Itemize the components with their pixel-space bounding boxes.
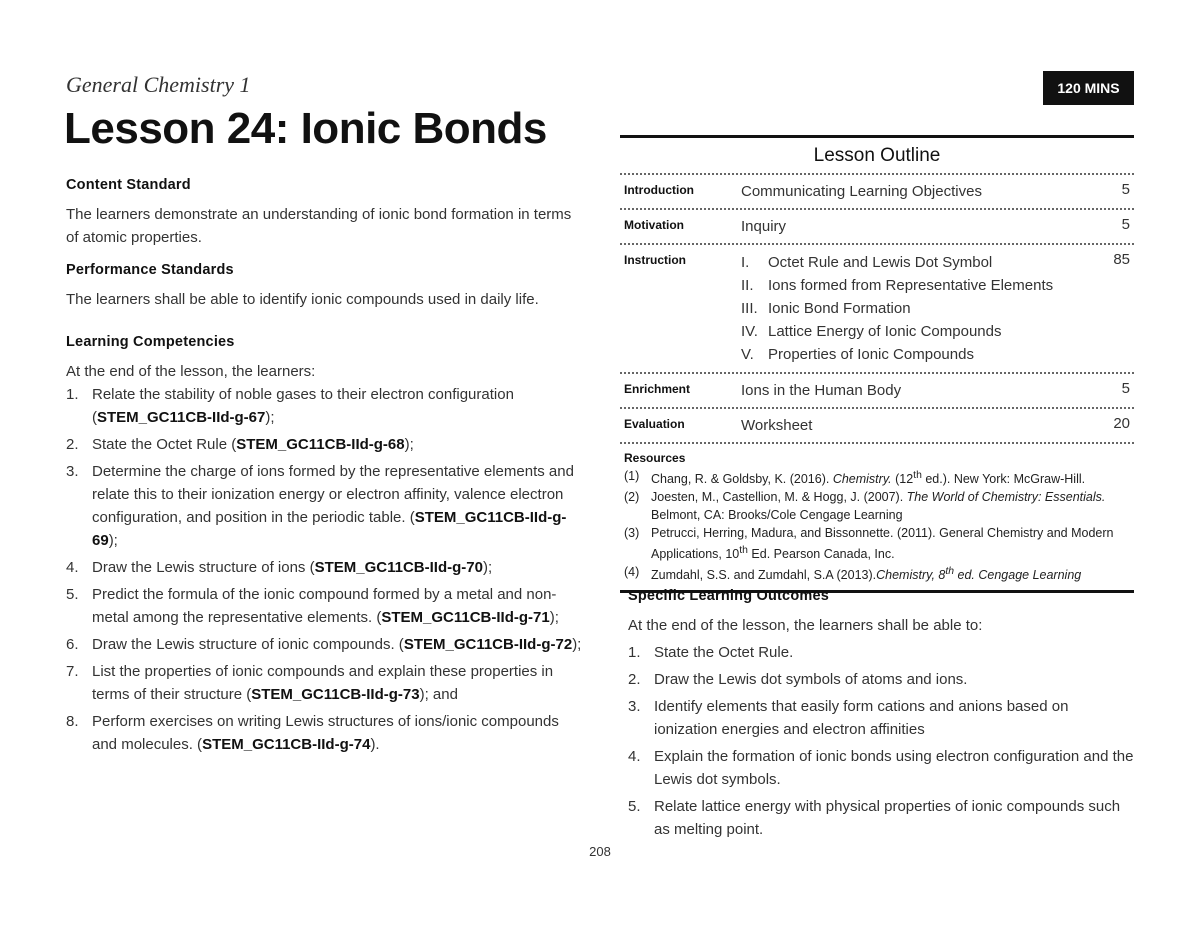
competencies-list (66, 383, 586, 756)
ref-text: Zumdahl, S.S. and Zumdahl, S.A (2013). (651, 568, 877, 583)
item-number: I. (741, 254, 750, 271)
ref-text: Belmont, CA: Brooks/Cole Cengage Learning (651, 508, 903, 523)
resources-section (620, 442, 1134, 588)
item-text: Relate lattice energy with physical properties of ionic compounds such as melting point. (654, 798, 1121, 838)
list-item (66, 710, 586, 756)
row-description: Ions in the Human Body (741, 382, 902, 399)
resources-label: Resources (624, 451, 686, 465)
outline-row-instruction (620, 243, 1134, 372)
list-item (628, 745, 1134, 791)
outline-row-enrichment (620, 372, 1134, 407)
item-text: State the Octet Rule ( (92, 436, 237, 453)
row-label: Evaluation (624, 417, 685, 431)
outline-row-introduction (620, 173, 1134, 208)
item-text-after: ); (108, 532, 118, 549)
item-number: (2) (624, 490, 640, 505)
competency-code: STEM_GC11CB-IId-g-73 (251, 686, 420, 703)
item-text: Determine the charge of ions formed by the representative elements and relate this to their ionization energy or electron affinity, valence electron configuration, and position in the periodic table. ( (92, 463, 574, 526)
ref-title: Chemistry. (832, 472, 892, 487)
duration-badge: 120 MINS (1043, 71, 1134, 105)
ref-title: Chemistry, 8 (876, 568, 946, 583)
item-text-after: ); and (419, 686, 458, 703)
specific-outcomes-intro: At the end of the lesson, the learners shall be able to: (628, 617, 983, 634)
instruction-list (741, 251, 1130, 366)
row-minutes: 85 (1113, 251, 1130, 268)
row-minutes: 5 (1121, 380, 1130, 397)
item-text-after: ); (549, 609, 559, 626)
ref-text: Chang, R. & Goldsby, K. (2016). (651, 472, 833, 487)
list-item (66, 633, 586, 656)
item-number: V. (741, 346, 754, 363)
list-item (741, 320, 1130, 343)
row-description: Inquiry (741, 218, 787, 235)
list-item (628, 795, 1134, 841)
list-item (628, 695, 1134, 741)
list-item (624, 488, 1130, 524)
competency-code: STEM_GC11CB-IId-g-72 (403, 636, 573, 653)
competency-code: STEM_GC11CB-IId-g-70 (314, 559, 483, 576)
item-text: State the Octet Rule. (654, 644, 794, 661)
row-minutes: 5 (1121, 181, 1130, 198)
item-text: Perform exercises on writing Lewis structures of ions/ionic compounds and molecules. ( (92, 713, 559, 753)
outline-title: Lesson Outline (813, 145, 941, 166)
ref-sup: th (945, 566, 955, 578)
outcomes-list (628, 641, 1134, 841)
ref-text: Petrucci, Herring, Madura, and Bissonnette. (2011). General Chemistry and Modern Applications, 10 (651, 526, 1114, 562)
list-item (741, 297, 1130, 320)
row-description: Worksheet (741, 417, 813, 434)
item-text: Draw the Lewis structure of ions ( (92, 559, 315, 576)
list-item (66, 383, 586, 429)
list-item (624, 524, 1130, 563)
item-text-after: ). (370, 736, 380, 753)
item-text: Identify elements that easily form cations and anions based on ionization energies and electron affinities (654, 698, 1069, 738)
item-text: Relate the stability of noble gases to their electron configuration ( (92, 386, 514, 426)
item-text: Draw the Lewis structure of ionic compounds. ( (92, 636, 404, 653)
ref-sup: th (913, 470, 922, 481)
item-number: 1. (628, 644, 641, 661)
row-label: Motivation (624, 218, 684, 232)
resources-list (624, 467, 1130, 584)
list-item (628, 668, 1134, 691)
item-number: 2. (66, 436, 79, 453)
outline-row-motivation (620, 208, 1134, 243)
item-number: 5. (66, 586, 79, 603)
item-number: 1. (66, 386, 79, 403)
row-description: Communicating Learning Objectives (741, 183, 982, 200)
item-text-after: ); (265, 409, 275, 426)
outline-row-evaluation (620, 407, 1134, 442)
item-number: 5. (628, 798, 641, 815)
row-label: Enrichment (624, 382, 691, 396)
item-text-after: ); (482, 559, 493, 576)
content-standard-text: The learners demonstrate an understanding of ionic bond formation in terms of atomic properties. (66, 206, 572, 246)
ref-text: Joesten, M., Castellion, M. & Hogg, J. (2007). (651, 490, 907, 505)
row-label: Instruction (624, 253, 686, 267)
list-item (66, 556, 586, 579)
specific-outcomes (628, 585, 1134, 845)
list-item (624, 467, 1130, 488)
list-item (66, 433, 586, 456)
item-number: (3) (624, 526, 640, 541)
competency-code: STEM_GC11CB-IId-g-69 (92, 509, 567, 549)
item-number: 4. (628, 748, 641, 765)
page-number: 208 (589, 844, 611, 859)
item-number: 3. (66, 463, 79, 480)
list-item (628, 641, 1134, 664)
ref-text: ed. Cengage Learning (954, 568, 1082, 583)
performance-standards-heading: Performance Standards (66, 262, 234, 278)
item-text: Octet Rule and Lewis Dot Symbol (768, 254, 993, 271)
lesson-outline-table (620, 173, 1134, 593)
item-text: Ionic Bond Formation (768, 300, 911, 317)
item-number: 3. (628, 698, 641, 715)
item-text: List the properties of ionic compounds and explain these properties in terms of their structure ( (92, 663, 554, 703)
item-number: II. (741, 277, 754, 294)
ref-text: ed.). New York: McGraw-Hill. (921, 472, 1086, 487)
item-text: Draw the Lewis dot symbols of atoms and ions. (654, 671, 968, 688)
left-column (66, 174, 586, 760)
list-item (741, 251, 1130, 274)
learning-competencies-intro: At the end of the lesson, the learners: (66, 363, 316, 380)
ref-text: (12 (891, 472, 914, 487)
content-standard-heading: Content Standard (66, 177, 191, 193)
list-item (741, 274, 1130, 297)
list-item (741, 343, 1130, 366)
item-text-after: ); (404, 436, 414, 453)
ref-text: Ed. Pearson Canada, Inc. (747, 547, 895, 562)
row-description (741, 251, 1130, 366)
item-number: (4) (624, 565, 640, 580)
performance-standards-text: The learners shall be able to identify ionic compounds used in daily life. (66, 291, 539, 308)
specific-outcomes-heading: Specific Learning Outcomes (628, 588, 829, 604)
competency-code: STEM_GC11CB-IId-g-71 (381, 609, 550, 626)
item-number: (1) (624, 469, 640, 483)
item-number: III. (741, 300, 758, 317)
item-number: IV. (741, 323, 758, 340)
item-text-after: ); (572, 636, 582, 653)
item-text: Ions formed from Representative Elements (768, 277, 1054, 294)
item-number: 8. (66, 713, 79, 730)
list-item (66, 660, 586, 706)
ref-sup: th (739, 545, 748, 557)
item-text: Properties of Ionic Compounds (768, 346, 974, 363)
item-text: Lattice Energy of Ionic Compounds (768, 323, 1002, 340)
outline-top-rule (620, 135, 1134, 138)
competency-code: STEM_GC11CB-IId-g-74 (202, 736, 371, 753)
list-item (624, 563, 1130, 584)
row-minutes: 5 (1121, 216, 1130, 233)
list-item (66, 583, 586, 629)
lesson-title: Lesson 24: Ionic Bonds (64, 104, 547, 153)
item-text: Predict the formula of the ionic compound formed by a metal and non-metal among the representative elements. ( (92, 586, 557, 626)
ref-title: The World of Chemistry: Essentials. (906, 490, 1106, 505)
item-number: 7. (66, 663, 79, 680)
competency-code: STEM_GC11CB-IId-g-68 (236, 436, 405, 453)
list-item (66, 460, 586, 552)
row-minutes: 20 (1113, 415, 1130, 432)
item-number: 4. (66, 559, 79, 576)
competency-code: STEM_GC11CB-IId-g-67 (97, 409, 266, 426)
item-number: 6. (66, 636, 79, 653)
subject-title: General Chemistry 1 (66, 72, 251, 97)
row-label: Introduction (624, 183, 694, 197)
item-text: Explain the formation of ionic bonds using electron configuration and the Lewis dot symbols. (654, 748, 1134, 788)
learning-competencies-heading: Learning Competencies (66, 334, 235, 350)
item-number: 2. (628, 671, 641, 688)
